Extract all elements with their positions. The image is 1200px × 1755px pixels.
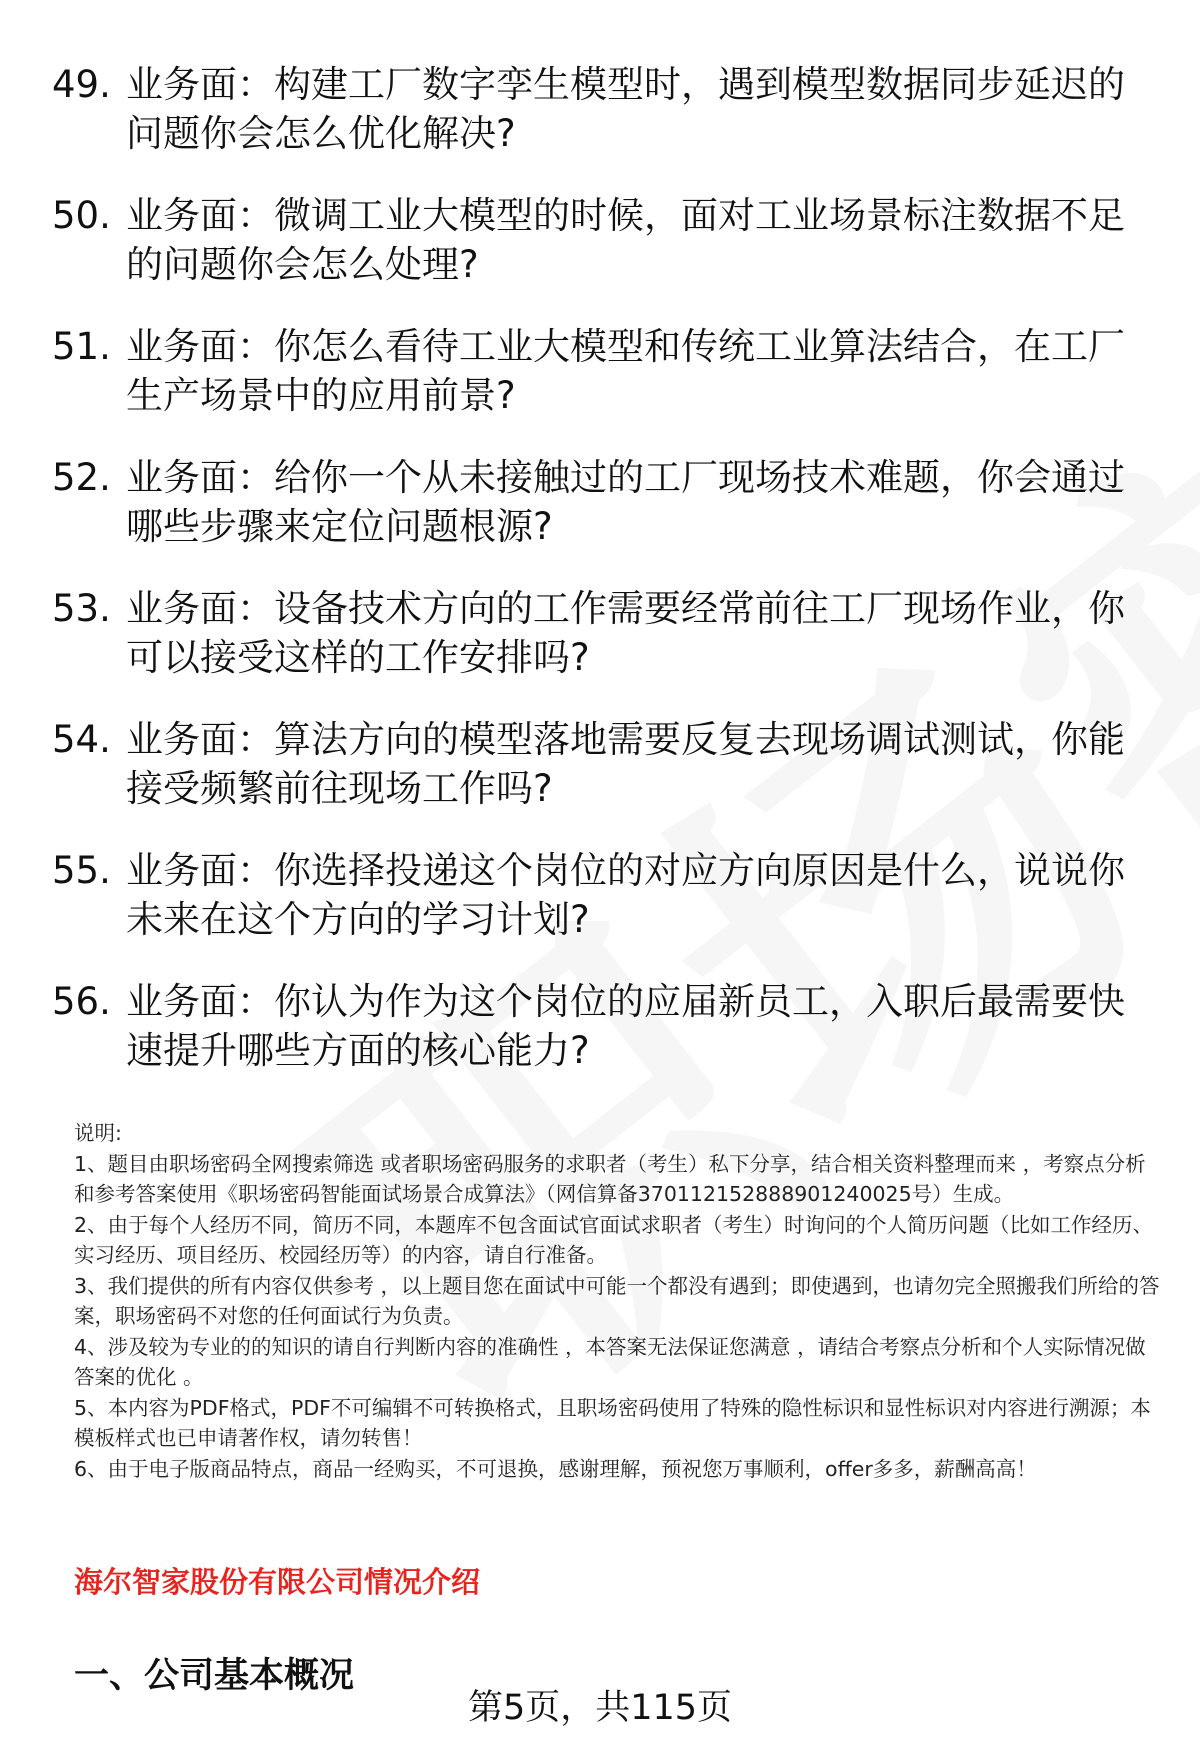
question-number: 51.	[52, 325, 111, 368]
note-item: 3、我们提供的所有内容仅供参考 ，以上题目您在面试中可能一个都没有遇到；即使遇到，也请勿完全照搬我们所给的答案，职场密码不对您的任何面试行为负责。	[74, 1273, 1160, 1328]
question-number: 55.	[52, 849, 111, 892]
question-number: 54.	[52, 718, 111, 761]
question-item	[52, 191, 1142, 289]
page-number: 第5页，共115页	[467, 1688, 733, 1728]
question-item	[52, 715, 1142, 813]
question-text: 业务面：你怎么看待工业大模型和传统工业算法结合，在工厂生产场景中的应用前景?	[126, 325, 1125, 417]
question-number: 53.	[52, 587, 111, 630]
question-text: 业务面：给你一个从未接触过的工厂现场技术难题，你会通过哪些步骤来定位问题根源?	[126, 456, 1125, 548]
note-item: 2、由于每个人经历不同，简历不同，本题库不包含面试官面试求职者（考生）时询问的个人简历问题（比如工作经历、实习经历、项目经历、校园经历等）的内容，请自行准备。	[74, 1212, 1154, 1267]
question-number: 52.	[52, 456, 111, 499]
note-item: 5、本内容为PDF格式，PDF不可编辑不可转换格式，且职场密码使用了特殊的隐性标识和显性标识对内容进行溯源；本模板样式也已申请著作权，请勿转售！	[74, 1395, 1151, 1450]
note-item: 1、题目由职场密码全网搜索筛选 或者职场密码服务的求职者（考生）私下分享，结合相关资料整理而来 ，考察点分析和参考答案使用《职场密码智能面试场景合成算法》（网信算备370112152888901240025号）生成。	[74, 1151, 1146, 1206]
question-item	[52, 322, 1142, 420]
notes-title: 说明:	[74, 1121, 122, 1145]
question-number: 56.	[52, 980, 111, 1023]
question-item	[52, 60, 1142, 158]
question-text: 业务面：微调工业大模型的时候，面对工业场景标注数据不足的问题你会怎么处理?	[126, 194, 1125, 286]
question-item	[52, 453, 1142, 551]
section-heading: 一、公司基本概况	[74, 1656, 355, 1696]
question-item	[52, 977, 1142, 1075]
question-list	[52, 60, 1142, 1108]
question-item	[52, 584, 1142, 682]
question-text: 业务面：算法方向的模型落地需要反复去现场调试测试，你能接受频繁前往现场工作吗?	[126, 718, 1125, 810]
question-item	[52, 846, 1142, 944]
company-intro-heading: 海尔智家股份有限公司情况介绍	[74, 1565, 481, 1599]
question-text: 业务面：构建工厂数字孪生模型时，遇到模型数据同步延迟的问题你会怎么优化解决?	[126, 63, 1125, 155]
note-item: 4、涉及较为专业的的知识的请自行判断内容的准确性 ，本答案无法保证您满意 ，请结合考察点分析和个人实际情况做答案的优化 。	[74, 1334, 1146, 1389]
question-text: 业务面：设备技术方向的工作需要经常前往工厂现场作业，你可以接受这样的工作安排吗?	[126, 587, 1125, 679]
question-text: 业务面：你认为作为这个岗位的应届新员工，入职后最需要快速提升哪些方面的核心能力?	[126, 980, 1125, 1072]
notes-section	[74, 1118, 1164, 1484]
question-number: 49.	[52, 63, 111, 106]
question-text: 业务面：你选择投递这个岗位的对应方向原因是什么，说说你未来在这个方向的学习计划?	[126, 849, 1125, 941]
question-number: 50.	[52, 194, 111, 237]
note-item: 6、由于电子版商品特点，商品一经购买，不可退换，感谢理解，预祝您万事顺利，offer多多，薪酬高高！	[74, 1456, 1037, 1481]
